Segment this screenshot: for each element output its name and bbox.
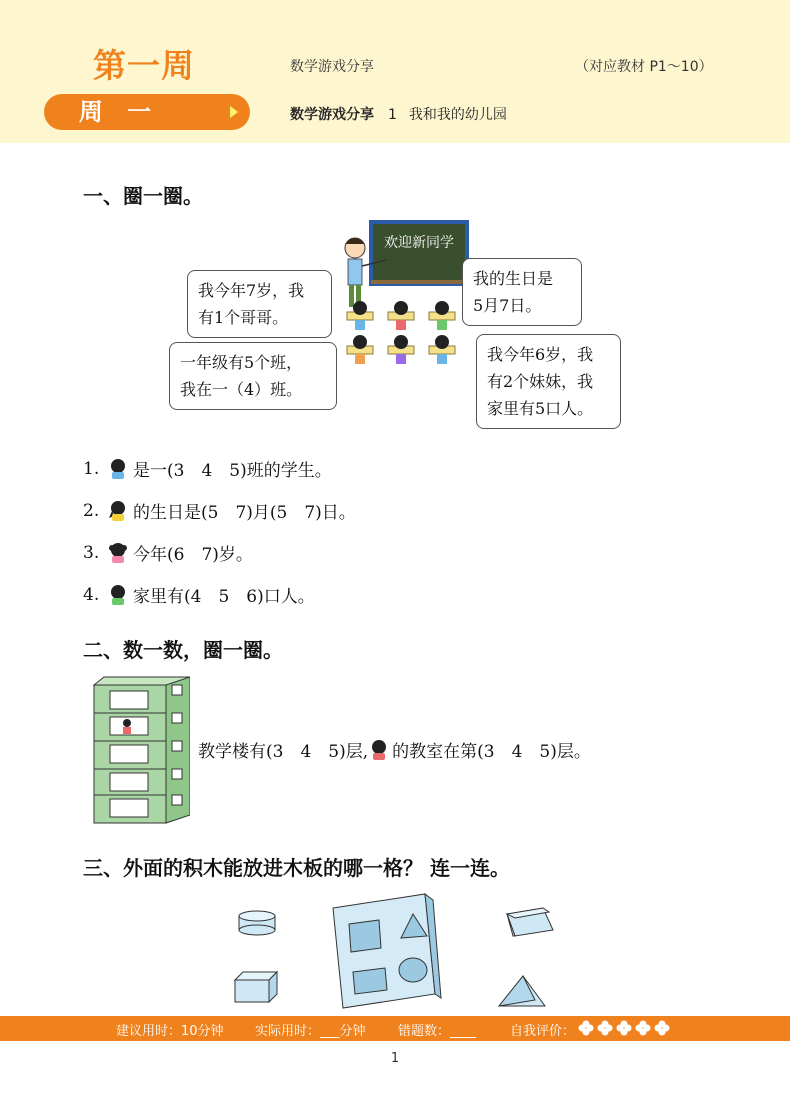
girl-student-icon bbox=[109, 501, 127, 521]
speech-bubble-4: 我今年6岁，我 有2个妹妹，我 家里有5口人。 bbox=[476, 334, 621, 429]
flower-icon bbox=[616, 1020, 632, 1036]
actual-time: 实际用时：___分钟 bbox=[255, 1024, 366, 1039]
floor-question bbox=[198, 737, 591, 762]
building-illustration bbox=[90, 675, 190, 825]
boy-student-icon bbox=[109, 585, 127, 605]
floor-question-part1: 教学楼有(3 4 5)层, bbox=[198, 742, 369, 762]
student-icon bbox=[370, 740, 388, 760]
section1-title: 一、圈一圈。 bbox=[83, 184, 203, 208]
self-evaluation-label: 自我评价： bbox=[510, 1024, 576, 1039]
lesson-name: 我和我的幼儿园 bbox=[408, 107, 507, 123]
header-subtitle: 数学游戏分享 bbox=[290, 59, 374, 75]
arrow-right-icon bbox=[230, 106, 238, 118]
question-text: 今年(6 7)岁。 bbox=[133, 545, 253, 565]
flower-icon bbox=[635, 1020, 651, 1036]
suggested-time: 建议用时：10分钟 bbox=[116, 1024, 224, 1039]
question-number: 3. bbox=[83, 542, 100, 563]
day-label: 周 一 bbox=[78, 98, 160, 126]
speech-bubble-1: 我今年7岁，我 有1个哥哥。 bbox=[187, 270, 332, 338]
classroom-scene bbox=[165, 218, 630, 440]
question-text: 是一(3 4 5)班的学生。 bbox=[133, 461, 332, 481]
boy-student-icon bbox=[109, 459, 127, 479]
error-count: 错题数：____ bbox=[398, 1024, 477, 1039]
lesson-number: 1 bbox=[388, 107, 397, 123]
question-number: 2. bbox=[83, 500, 100, 521]
week-title: 第一周 bbox=[93, 46, 195, 85]
question-text: 家里有(4 5 6)口人。 bbox=[133, 587, 315, 607]
section2-title: 二、数一数，圈一圈。 bbox=[83, 638, 283, 662]
section3-title: 三、外面的积木能放进木板的哪一格？ 连一连。 bbox=[83, 856, 510, 880]
self-evaluation-flowers bbox=[578, 1020, 670, 1036]
page-number: 1 bbox=[390, 1051, 400, 1066]
school-building bbox=[90, 675, 190, 825]
blocks-illustration bbox=[225, 890, 565, 1010]
block-matching-figure bbox=[225, 890, 565, 1010]
cylinder-block bbox=[239, 911, 275, 935]
page-header bbox=[0, 0, 790, 143]
question-4 bbox=[83, 582, 315, 607]
flower-icon bbox=[578, 1020, 594, 1036]
flower-icon bbox=[597, 1020, 613, 1036]
day-pill bbox=[44, 94, 250, 130]
question-3 bbox=[83, 540, 253, 565]
textbook-reference: （对应教材 P1～10） bbox=[575, 59, 713, 75]
speech-bubble-3: 一年级有5个班， 我在一（4）班。 bbox=[169, 342, 337, 410]
footer-bar bbox=[0, 1016, 790, 1041]
question-number: 1. bbox=[83, 458, 100, 479]
girl-student-icon bbox=[109, 543, 127, 563]
lesson-title bbox=[290, 104, 507, 124]
lesson-prefix: 数学游戏分享 bbox=[290, 107, 374, 123]
question-number: 4. bbox=[83, 584, 100, 605]
speech-bubble-2: 我的生日是 5月7日。 bbox=[462, 258, 582, 326]
question-text: 的生日是(5 7)月(5 7)日。 bbox=[133, 503, 356, 523]
blackboard-text: 欢迎新同学 bbox=[384, 235, 454, 251]
floor-question-part2: 的教室在第(3 4 5)层。 bbox=[392, 742, 591, 762]
question-1 bbox=[83, 456, 332, 481]
flower-icon bbox=[654, 1020, 670, 1036]
question-2 bbox=[83, 498, 356, 523]
